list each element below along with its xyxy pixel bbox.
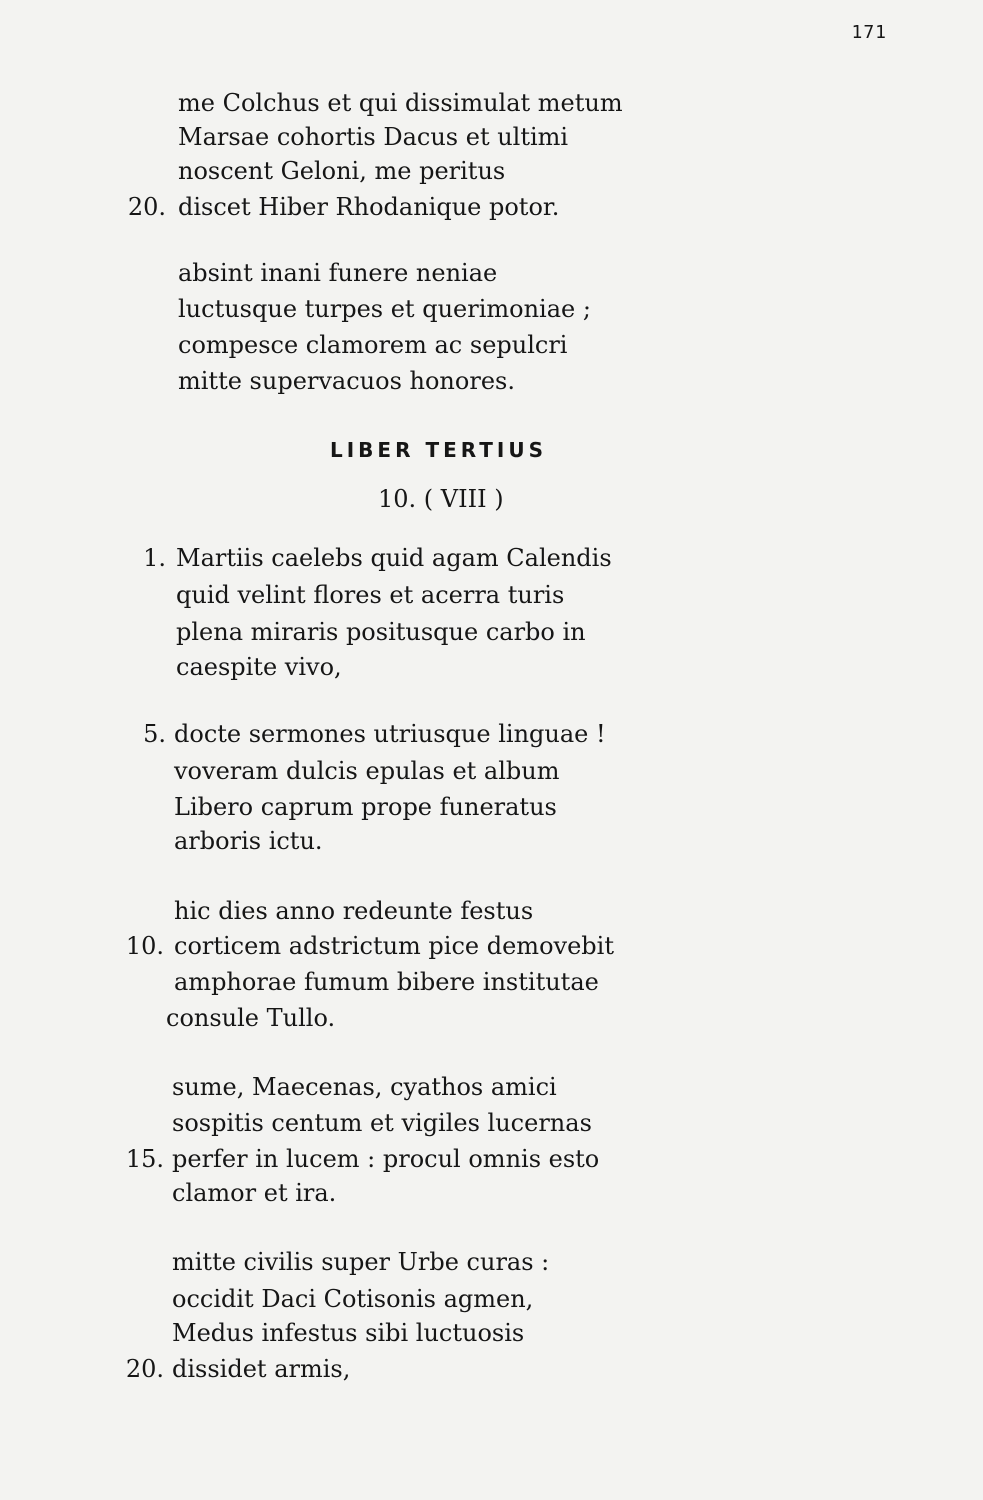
line-number: 15. xyxy=(125,1145,164,1173)
verse-line: clamor et ira. xyxy=(172,1179,337,1207)
verse-line: sume, Maecenas, cyathos amici xyxy=(172,1073,557,1101)
verse-line: amphorae fumum bibere institutae xyxy=(174,968,599,996)
line-number: 10. xyxy=(125,932,164,960)
verse-line: compesce clamorem ac sepulcri xyxy=(178,331,568,359)
verse-line: occidit Daci Cotisonis agmen, xyxy=(172,1285,534,1313)
verse-line: consule Tullo. xyxy=(166,1004,336,1032)
verse-line: plena miraris positusque carbo in xyxy=(176,618,586,646)
line-number: 20. xyxy=(125,1355,164,1383)
verse-line: perfer in lucem : procul omnis esto xyxy=(172,1145,600,1173)
verse-line: voveram dulcis epulas et album xyxy=(174,757,560,785)
verse-line: discet Hiber Rhodanique potor. xyxy=(178,193,560,221)
verse-line: corticem adstrictum pice demovebit xyxy=(174,932,614,960)
verse-line: luctusque turpes et querimoniae ; xyxy=(178,295,591,323)
line-number: 20. xyxy=(127,193,166,221)
verse-line: me Colchus et qui dissimulat metum xyxy=(178,89,623,117)
verse-line: mitte civilis super Urbe curas : xyxy=(172,1248,550,1276)
verse-line: absint inani funere neniae xyxy=(178,259,498,287)
verse-line: docte sermones utriusque linguae ! xyxy=(174,720,606,748)
verse-line: sospitis centum et vigiles lucernas xyxy=(172,1109,592,1137)
verse-line: mitte supervacuos honores. xyxy=(178,367,515,395)
verse-line: arboris ictu. xyxy=(174,827,323,855)
section-heading: LIBER TERTIUS xyxy=(330,438,547,462)
verse-line: hic dies anno redeunte festus xyxy=(174,897,534,925)
verse-line: Medus infestus sibi luctuosis xyxy=(172,1319,525,1347)
verse-line: dissidet armis, xyxy=(172,1355,351,1383)
verse-line: caespite vivo, xyxy=(176,653,342,681)
verse-line: quid velint flores et acerra turis xyxy=(176,581,565,609)
verse-line: Martiis caelebs quid agam Calendis xyxy=(176,544,612,572)
line-number: 1. xyxy=(143,544,166,572)
line-number: 5. xyxy=(143,720,166,748)
page-number: 171 xyxy=(851,22,887,43)
verse-line: Libero caprum prope funeratus xyxy=(174,793,557,821)
verse-line: noscent Geloni, me peritus xyxy=(178,157,506,185)
poem-number: 10. ( VIII ) xyxy=(378,485,504,513)
verse-line: Marsae cohortis Dacus et ultimi xyxy=(178,123,569,151)
